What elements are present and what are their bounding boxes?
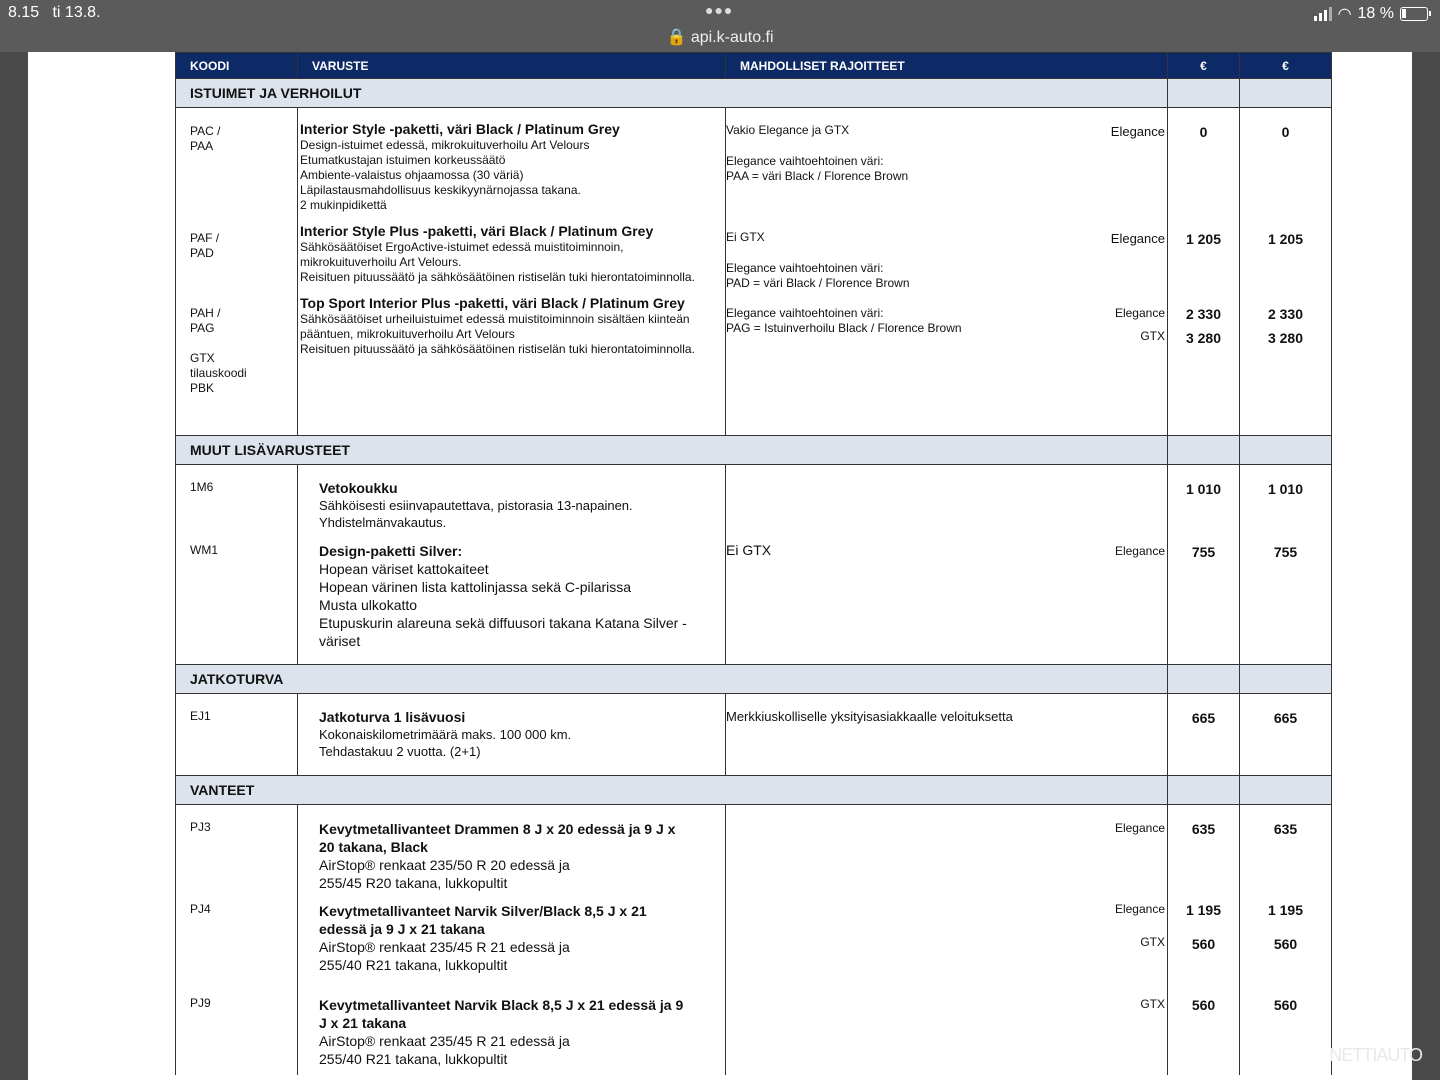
- section-title: JATKOTURVA: [176, 665, 1168, 694]
- price-table: [175, 52, 1332, 1075]
- item-limits: Elegance Elegance GTX GTX: [726, 805, 1168, 1075]
- price-col-2: 635 1 195 560 560: [1240, 805, 1332, 1075]
- price-col-2: 0 1 205 2 330 3 280: [1240, 108, 1332, 436]
- item-title: Top Sport Interior Plus -paketti, väri Black / Platinum Grey: [300, 295, 685, 311]
- item-title: Kevytmetallivanteet Drammen 8 J x 20 edessä ja 9 J x: [319, 821, 676, 837]
- price-col-1: 635 1 195 560 560: [1168, 805, 1240, 1075]
- header-eur-2: €: [1240, 53, 1332, 79]
- item-title: Kevytmetallivanteet Narvik Silver/Black 8,5 J x 21: [319, 903, 647, 919]
- header-code: KOODI: [176, 53, 298, 79]
- tab-dots-icon[interactable]: ●●●: [705, 2, 734, 18]
- header-limits: MAHDOLLISET RAJOITTEET: [726, 53, 1168, 79]
- section-header: [176, 79, 1332, 108]
- item-title: Jatkoturva 1 lisävuosi: [319, 709, 466, 725]
- item-code: PJ3 PJ4 PJ9: [176, 805, 298, 1075]
- item-description: Kevytmetallivanteet Drammen 8 J x 20 edessä ja 9 J x 20 takana, Black AirStop® renkaat 235/50 R 20 edessä ja 255/45 R20 takana, lukkopultit Kevytmetallivanteet Narvik Silver/Black 8,5 J x 21 edessä ja 9 J x 21 takana AirStop® renkaat 235/45 R 21 edessä ja 255/40 R21 takana, lukkopultit Kevytmetallivanteet Narvik Black 8,5 J x 21 edessä ja 9 J x 21 takana AirStop® renkaat 235/45 R 21 edessä ja 255/40 R21 takana, lukkopultit: [298, 805, 726, 1075]
- item-code: EJ1: [176, 694, 298, 776]
- item-limits: Vakio Elegance ja GTX Elegance vaihtoehtoinen väri: PAA = väri Black / Florence Brown Elegance Ei GTX Elegance vaihtoehtoinen väri: PAD = väri Black / Florence Brown Elegance Elegance vaihtoehtoinen väri: PAG = Istuinverhoilu Black / Florence Brown Elegance GTX: [726, 108, 1168, 436]
- item-description: Vetokoukku Sähköisesti esiinvapautettava, pistorasia 13-napainen. Yhdistelmänvakautus. Design-paketti Silver: Hopean väriset kattokaiteet Hopean värinen lista kattolinjassa sekä C-pilarissa Musta ulkokatto Etupuskurin alareuna sekä diffuusori takana Katana Silver - väriset: [298, 465, 726, 665]
- price-col-1: 1 010 755: [1168, 465, 1240, 665]
- status-time: 8.15 ti 13.8.: [8, 4, 101, 21]
- table-row: [176, 805, 1332, 1075]
- battery-percent: 18 %: [1357, 5, 1394, 22]
- table-row: [176, 465, 1332, 665]
- battery-icon: [1400, 7, 1428, 21]
- item-limits: Ei GTX Elegance: [726, 465, 1168, 665]
- watermark-logo: NETTIAUTO: [1329, 1045, 1422, 1065]
- table-header: [176, 53, 1332, 79]
- table-row: [176, 108, 1332, 436]
- price-col-2: 665: [1240, 694, 1332, 776]
- signal-icon: [1314, 7, 1332, 21]
- section-header: [176, 665, 1332, 694]
- item-code: 1M6 WM1: [176, 465, 298, 665]
- item-code: PAC / PAA PAF / PAD PAH / PAG GTX tilauskoodi PBK: [176, 108, 298, 436]
- url-bar[interactable]: 🔒 api.k-auto.fi: [666, 29, 774, 46]
- document-page: [28, 52, 1412, 1080]
- section-header: [176, 776, 1332, 805]
- price-col-2: 1 010 755: [1240, 465, 1332, 665]
- header-item: VARUSTE: [298, 53, 726, 79]
- price-col-1: 665: [1168, 694, 1240, 776]
- item-title: Interior Style Plus -paketti, väri Black / Platinum Grey: [300, 223, 654, 239]
- item-title: Interior Style -paketti, väri Black / Platinum Grey: [300, 121, 620, 137]
- item-title: Kevytmetallivanteet Narvik Black 8,5 J x 21 edessä ja 9: [319, 997, 684, 1013]
- item-limits: Merkkiuskolliselle yksityisasiakkaalle veloituksetta: [726, 694, 1168, 776]
- price-col-1: 0 1 205 2 330 3 280: [1168, 108, 1240, 436]
- table-row: [176, 694, 1332, 776]
- item-description: Interior Style -paketti, väri Black / Platinum Grey Design-istuimet edessä, mikrokuituverhoilu Art Velours Etumatkustajan istuimen korkeussäätö Ambiente-valaistus ohjaamossa (30 väriä) Läpilastausmahdollisuus keskikyynärnojassa takana. 2 mukinpidikettä Interior Style Plus -paketti, väri Black / Platinum Grey Sähkösäätöiset ErgoActive-istuimet edessä muistitoiminnoin, mikrokuituverhoilu Art Velours. Reisituen pituussäätö ja sähkösäätöinen ristiselän tuki hierontatoiminnolla. Top Sport Interior Plus -paketti, väri Black / Platinum Grey Sähkösäätöiset urheiluistuimet edessä muistitoiminnoin sisältäen kiinteän pääntuen, mikrokuituverhoilu Art Velours Reisituen pituussäätö ja sähkösäätöinen ristiselän tuki hierontatoiminnolla.: [298, 108, 726, 436]
- item-title: Design-paketti Silver:: [319, 543, 463, 559]
- section-title: VANTEET: [176, 776, 1168, 805]
- item-title: Vetokoukku: [319, 480, 398, 496]
- header-eur-1: €: [1168, 53, 1240, 79]
- status-bar: [0, 0, 1440, 52]
- item-description: Jatkoturva 1 lisävuosi Kokonaiskilometrimäärä maks. 100 000 km. Tehdastakuu 2 vuotta. (2+1): [298, 694, 726, 776]
- lock-icon: 🔒: [666, 29, 687, 46]
- section-title: MUUT LISÄVARUSTEET: [176, 436, 1168, 465]
- wifi-icon: ◠: [1337, 6, 1352, 23]
- section-header: [176, 436, 1332, 465]
- section-title: ISTUIMET JA VERHOILUT: [176, 79, 1168, 108]
